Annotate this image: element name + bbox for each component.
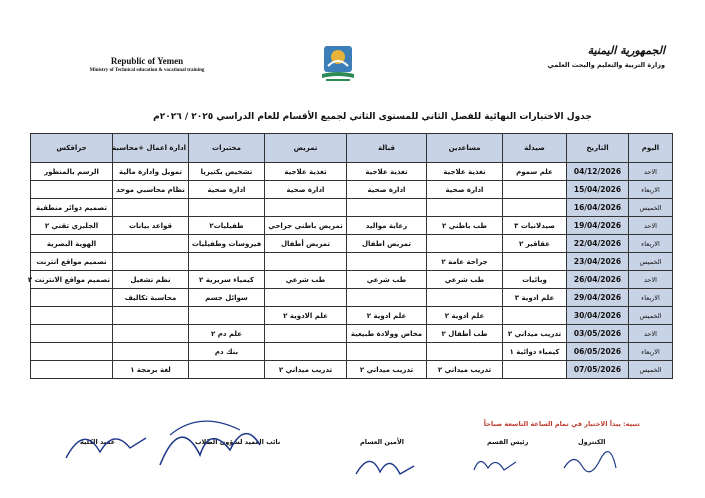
exam-cell (113, 235, 189, 253)
exam-cell: تشخيص بكتيريا (189, 163, 265, 181)
exam-cell: عقاقير ٢ (503, 235, 567, 253)
exam-cell: قواعد بيانات (113, 217, 189, 235)
exam-cell: طب شرعي (427, 271, 503, 289)
exam-cell (113, 199, 189, 217)
date-cell: 16/04/2026 (567, 199, 629, 217)
exam-cell: تدريب ميداني ٢ (427, 361, 503, 379)
exam-cell: الجلبزي تقني ٢ (31, 217, 113, 235)
signature-scribble (470, 448, 520, 476)
exam-cell (265, 343, 347, 361)
date-cell: 26/04/2026 (567, 271, 629, 289)
date-cell: 03/05/2026 (567, 325, 629, 343)
exam-cell (113, 253, 189, 271)
table-row (31, 361, 673, 379)
exam-cell: طب شرعي (347, 271, 427, 289)
table-header-row (31, 134, 673, 163)
exam-cell (189, 361, 265, 379)
exam-cell: ادارة صحية (265, 181, 347, 199)
date-cell: 19/04/2026 (567, 217, 629, 235)
day-cell: الاربعاء (629, 181, 673, 199)
exam-cell: تغذية علاجية (427, 163, 503, 181)
signature-dean: عميد الكلية (80, 438, 116, 446)
exam-cell: محاسبة تكاليف (113, 289, 189, 307)
exam-cell (265, 325, 347, 343)
table-row (31, 235, 673, 253)
exam-cell (31, 361, 113, 379)
column-header: مساعدين (427, 134, 503, 163)
exam-cell: تدريب ميداني ٢ (503, 325, 567, 343)
column-header: مختبرات (189, 134, 265, 163)
table-row (31, 217, 673, 235)
exam-cell: رعاية مواليد (347, 217, 427, 235)
exam-cell: طفيليات٢ (189, 217, 265, 235)
exam-cell (427, 289, 503, 307)
exam-cell (265, 253, 347, 271)
exam-cell: علم ادوية ٣ (503, 289, 567, 307)
exam-cell: طب باطني ٢ (427, 217, 503, 235)
exam-cell (189, 307, 265, 325)
exam-cell (347, 199, 427, 217)
column-header: جرافكس (31, 134, 113, 163)
exam-cell (503, 253, 567, 271)
date-cell: 06/05/2026 (567, 343, 629, 361)
date-cell: 04/12/2026 (567, 163, 629, 181)
table-row (31, 181, 673, 199)
exam-cell: كيمياء دوائية ١ (503, 343, 567, 361)
exam-cell: صيدلانيات ٣ (503, 217, 567, 235)
column-header: تمريض (265, 134, 347, 163)
exam-cell: تمريض باطني جراحي (265, 217, 347, 235)
table-row (31, 271, 673, 289)
page-title: جدول الاختبارات النهائية للفصل الثاني للمستوى الثاني لجميع الأقسام للعام الدراسي ٢٠٢٥ / ٢٠٢٦م (153, 112, 592, 122)
table-row (31, 343, 673, 361)
column-header: اليوم (629, 134, 673, 163)
exam-cell: بنك دم (189, 343, 265, 361)
exam-cell (113, 325, 189, 343)
exam-cell (347, 343, 427, 361)
exam-cell: تغذية علاجية (347, 163, 427, 181)
exam-cell: نظم تشغيل (113, 271, 189, 289)
exam-cell: لغة برمجة ١ (113, 361, 189, 379)
exam-cell: جراحة عامة ٢ (427, 253, 503, 271)
exam-cell: الهوية البصرية (31, 235, 113, 253)
table-row (31, 253, 673, 271)
signature-vice-dean: نائب العميد لشؤون الطلاب (195, 438, 281, 446)
exam-cell: علم سموم (503, 163, 567, 181)
date-cell: 15/04/2026 (567, 181, 629, 199)
signature-scribble (350, 448, 420, 482)
country-name-ar: الجمهورية اليمنية (587, 44, 665, 57)
exam-cell: ادارة صحية (189, 181, 265, 199)
exam-cell (503, 361, 567, 379)
exam-cell (503, 199, 567, 217)
header-arabic (515, 44, 665, 69)
exam-cell: علم الادوية ٢ (265, 307, 347, 325)
exam-cell: علم ادوية ٢ (347, 307, 427, 325)
column-header: ادارة اعمال +محاسبة (113, 134, 189, 163)
exam-cell: مخاض وولادة طبيعية (347, 325, 427, 343)
column-header: التاريخ (567, 134, 629, 163)
day-cell: الاحد (629, 217, 673, 235)
table-row (31, 307, 673, 325)
date-cell: 22/04/2026 (567, 235, 629, 253)
exam-cell (31, 181, 113, 199)
exam-cell (31, 307, 113, 325)
exam-cell: طب شرعي (265, 271, 347, 289)
table-row (31, 289, 673, 307)
exam-cell: علم دم ٢ (189, 325, 265, 343)
header-english (62, 56, 232, 73)
exam-cell (189, 253, 265, 271)
exam-cell: ادارة صحية (347, 181, 427, 199)
day-cell: الاربعاء (629, 235, 673, 253)
day-cell: الخميس (629, 199, 673, 217)
exam-cell: تدريب ميداني ٢ (347, 361, 427, 379)
ministry-name-en: Ministry of Technical education & vocational training (89, 68, 205, 73)
day-cell: الاربعاء (629, 289, 673, 307)
date-cell: 30/04/2026 (567, 307, 629, 325)
exam-cell: تغذية علاجية (265, 163, 347, 181)
exam-time-note: تنبيه: يبدأ الاختبار في تمام الساعة التاسعة صباحاً (483, 420, 640, 428)
exam-cell: طب أطفال ٢ (427, 325, 503, 343)
exam-cell (189, 199, 265, 217)
country-name: Republic of Yemen (110, 56, 184, 66)
exam-cell: تمريض أطفال (265, 235, 347, 253)
column-header: صيدلة (503, 134, 567, 163)
exam-cell (31, 343, 113, 361)
signature-controller: الكنترول (578, 438, 606, 446)
exam-cell: الرسم بالمنظور (31, 163, 113, 181)
signature-head-of-dept: رئيس القسم (487, 438, 529, 446)
table-row (31, 199, 673, 217)
day-cell: الخميس (629, 361, 673, 379)
exam-cell (347, 289, 427, 307)
exam-cell (31, 325, 113, 343)
exam-cell (265, 289, 347, 307)
table-row (31, 163, 673, 181)
exam-cell: فيروسات وطفيليات (189, 235, 265, 253)
exam-cell: علم ادوية ٢ (427, 307, 503, 325)
day-cell: الخميس (629, 253, 673, 271)
exam-cell: وبائيات (503, 271, 567, 289)
exam-cell: تدريب ميداني ٢ (265, 361, 347, 379)
day-cell: الاربعاء (629, 343, 673, 361)
exam-cell: تمويل وادارة مالية (113, 163, 189, 181)
exam-cell: سوائل جسم (189, 289, 265, 307)
exam-cell: تصميم مواقع انترنت (31, 253, 113, 271)
ministry-name-ar: وزارة التربية والتعليم والبحث العلمي (547, 61, 665, 69)
exam-cell (503, 307, 567, 325)
exam-cell: نظام محاسبي موحد (113, 181, 189, 199)
day-cell: الاحد (629, 163, 673, 181)
day-cell: الاحد (629, 271, 673, 289)
exam-cell: تصميم مواقع الانترنت ٢ (31, 271, 113, 289)
signature-scribble (150, 405, 270, 475)
exam-cell (113, 307, 189, 325)
exam-cell: تصميم دوائر منطقية (31, 199, 113, 217)
exam-cell (113, 343, 189, 361)
signature-scribble (60, 418, 150, 468)
date-cell: 29/04/2026 (567, 289, 629, 307)
date-cell: 23/04/2026 (567, 253, 629, 271)
day-cell: الخميس (629, 307, 673, 325)
exam-cell: كيمياء سريرية ٢ (189, 271, 265, 289)
table-row (31, 325, 673, 343)
exam-schedule-table (27, 133, 673, 379)
exam-cell (265, 199, 347, 217)
exam-cell: ادارة صحية (427, 181, 503, 199)
exam-cell (31, 289, 113, 307)
exam-cell (427, 199, 503, 217)
institution-logo (318, 44, 358, 82)
exam-cell: تمريض اطفال (347, 235, 427, 253)
signature-secretary: الأمين العسام (360, 438, 405, 446)
signature-scribble (560, 448, 620, 476)
date-cell: 07/05/2026 (567, 361, 629, 379)
column-header: قبالة (347, 134, 427, 163)
exam-cell (347, 253, 427, 271)
exam-cell (427, 235, 503, 253)
day-cell: الاحد (629, 325, 673, 343)
exam-cell (503, 181, 567, 199)
exam-cell (427, 343, 503, 361)
